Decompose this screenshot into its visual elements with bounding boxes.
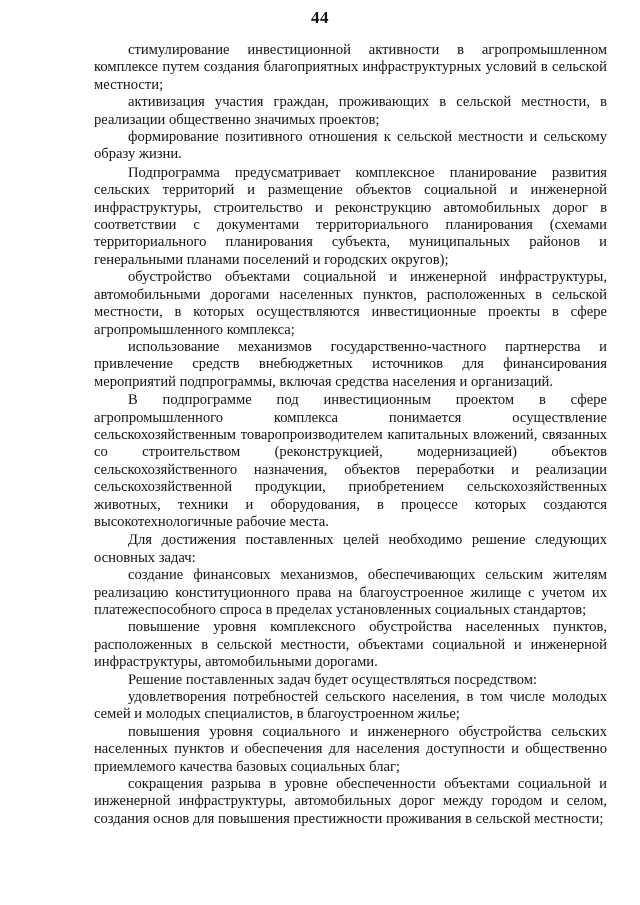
paragraph-1: стимулирование инвестиционной активности в агропромышленном комплексе путем создания благоприятных инфраструктурных условий в сельской местности;	[94, 42, 607, 93]
paragraph-8: Для достижения поставленных целей необходимо решение следующих основных задач:	[94, 532, 607, 566]
paragraph-6: использование механизмов государственно-частного партнерства и привлечение средств внебюджетных источников для финансирования мероприятий подпрограммы, включая средства населения и организаций.	[94, 338, 607, 390]
paragraph-2: активизация участия граждан, проживающих в сельской местности, в реализации общественно значимых проектов;	[94, 94, 607, 128]
page-number: 44	[311, 8, 329, 27]
paragraph-13: повышения уровня социального и инженерного обустройства сельских населенных пунктов и обеспечения для населения доступности и общественно приемлемого качества базовых социальных благ;	[94, 723, 607, 775]
paragraph-3: формирование позитивного отношения к сельской местности и сельскому образу жизни.	[94, 129, 607, 163]
paragraph-10: повышение уровня комплексного обустройства населенных пунктов, расположенных в сельской местности, объектами социальной и инженерной инфраструктуры, автомобильными дорогами.	[94, 619, 607, 671]
paragraph-9: создание финансовых механизмов, обеспечивающих сельским жителям реализацию конституционного права на благоустроенное жилище с учетом их платежеспособного спроса в пределах установленных социальных стандартов;	[94, 567, 607, 618]
paragraph-14: сокращения разрыва в уровне обеспеченности объектами социальной и инженерной инфраструктуры, автомобильных дорог между городом и селом, создания основ для повышения престижности проживания в сельской местности;	[94, 776, 607, 827]
paragraph-12: удовлетворения потребностей сельского населения, в том числе молодых семей и молодых специалистов, в благоустроенном жилье;	[94, 689, 607, 723]
paragraph-7: В подпрограмме под инвестиционным проектом в сфере агропромышленного комплекса понимается осуществление сельскохозяйственным товаропроизводителем капитальных вложений, связанных со строительством (реконструкцией, модернизацией) объектов сельскохозяйственного назначения, объектов переработки и реализации сельскохозяйственной продукции, приобретением сельскохозяйственных животных, техники и оборудования, в процессе которых создаются высокотехнологичные рабочие места.	[94, 392, 607, 530]
paragraph-5: обустройство объектами социальной и инженерной инфраструктуры, автомобильными дорогами населенных пунктов, расположенных в сельской местности, в которых осуществляются инвестиционные проекты в сфере агропромышленного комплекса;	[94, 269, 607, 338]
paragraph-4: Подпрограмма предусматривает комплексное планирование развития сельских территорий и размещение объектов социальной и инженерной инфраструктуры, строительство и реконструкцию автомобильных дорог в соответствии с документами территориального планирования (схемами территориального планирования субъекта, муниципальных районов и генеральными планами поселений и городских округов);	[94, 164, 607, 268]
paragraph-11: Решение поставленных задач будет осуществляться посредством:	[128, 671, 538, 688]
document-body	[94, 42, 607, 828]
